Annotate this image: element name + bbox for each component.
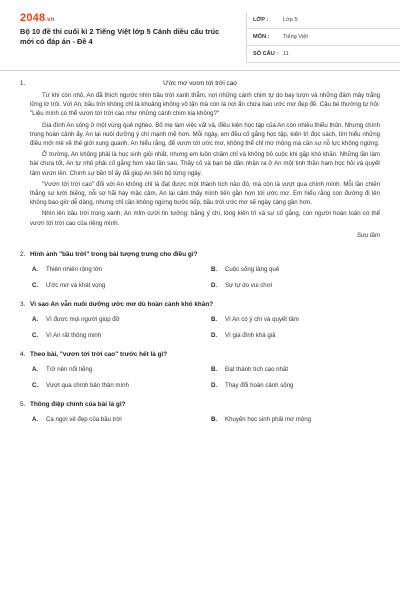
meta-value: 11 <box>283 51 289 57</box>
option-letter: B. <box>211 265 218 273</box>
page-header <box>20 0 380 66</box>
answer-options <box>20 416 380 423</box>
option-letter: B. <box>211 365 218 373</box>
option-text: Trở nên nổi tiếng <box>46 365 93 373</box>
question-5 <box>20 401 380 423</box>
answer-option[interactable] <box>32 266 201 273</box>
option-text: Vượt qua chính bản thân mình <box>46 381 129 389</box>
question-text: Theo bài, "vươn tới trời cao" trước hết là gì? <box>30 350 168 358</box>
meta-row-subject <box>247 29 400 46</box>
meta-key: SỐ CÂU : <box>253 51 279 57</box>
passage-paragraph: Nhìn lên bầu trời trong xanh, An mỉm cười tin tưởng: bằng ý chí, lòng kiên trì và sự cố gắng, con người hoàn toàn có thể vươn tới trời cao của riêng mình. <box>30 210 380 227</box>
option-text: Ca ngợi vẻ đẹp của bầu trời <box>46 415 122 423</box>
answer-option[interactable] <box>211 366 380 373</box>
answer-options <box>20 366 380 389</box>
question-4 <box>20 351 380 389</box>
option-letter: A. <box>32 265 39 273</box>
option-text: Thay đổi hoàn cảnh sống <box>225 381 294 389</box>
option-letter: B. <box>211 315 218 323</box>
option-text: Thiên nhiên rộng lớn <box>46 265 103 273</box>
answer-option[interactable] <box>211 416 380 423</box>
option-letter: A. <box>32 415 39 423</box>
answer-option[interactable] <box>32 366 201 373</box>
option-text: Vì An rất thông minh <box>46 331 102 339</box>
passage-source: Sưu tầm <box>356 231 380 239</box>
meta-value: Tiếng Việt <box>283 34 308 40</box>
question-number: 3. <box>20 300 26 308</box>
option-text: Vì An có ý chí và quyết tâm <box>225 315 299 323</box>
option-letter: D. <box>211 281 218 289</box>
option-letter: C. <box>32 281 39 289</box>
option-text: Cuộc sống làng quê <box>225 265 280 273</box>
option-letter: C. <box>32 381 39 389</box>
answer-option[interactable] <box>211 382 380 389</box>
passage-title: Ước mơ vươn tới trời cao <box>163 80 237 87</box>
answer-options <box>20 316 380 339</box>
passage-paragraph: Từ khi còn nhỏ, An đã thích ngước nhìn bầu trời xanh thẳm, nơi những cánh chim tự do bay lượn và những đám mây trắng lững lờ trôi. Với An, bầu trời không chỉ là khoảng không vô tận mà còn là nơi ẩn chứa bao ước mơ đẹp đẽ. Cậu bé thường tự hỏi: "Liệu mình có thể vươn tới trời cao như những cánh chim kia không?" <box>30 92 380 118</box>
option-letter: D. <box>211 381 218 389</box>
reading-passage <box>20 91 380 239</box>
passage-paragraph: Ở trường, An không phải là học sinh giỏi nhất, nhưng em luôn chăm chỉ và không bỏ cuộc khi gặp khó khăn. Những lần làm bài chưa tốt, An tự nhủ phải cố gắng hơn vào lần sau. Thầy cô và bạn bè dần nhận ra ở An một tinh thần ham học hỏi và quyết tâm vươn lên. Chính sự bền bỉ ấy đã giúp An tiến bộ từng ngày. <box>30 151 380 177</box>
option-letter: B. <box>211 415 218 423</box>
answer-option[interactable] <box>211 332 380 339</box>
header-divider <box>0 70 400 71</box>
question-number: 1. <box>20 80 26 87</box>
passage-paragraph: "Vươn tới trời cao" đối với An không chỉ là đạt được một thành tích nào đó, mà còn là vượt qua chính mình. Mỗi lần chiến thắng sự lười biếng, nỗi sợ hãi hay mặc cảm, An lại cảm thấy mình tiến gần hơn tới ước mơ. Em hiểu rằng con đường đi lên không bao giờ dễ dàng, nhưng chỉ cần không ngừng bước tiếp, bầu trời ước mơ sẽ ngày càng gần hơn. <box>30 180 380 207</box>
passage-paragraph: Gia đình An sống ở một vùng quê nghèo. Bố mẹ làm việc vất vả, điều kiện học tập của An còn nhiều thiếu thốn. Nhưng chính trong hoàn cảnh ấy, An lại nuôi dưỡng ý chí mạnh mẽ hơn. Mỗi ngày, em đều cố gắng học tập, kiên trì đọc sách, tìm hiểu những điều mới mẻ về thế giới xung quanh. An hiểu rằng, để vươn tới ước mơ, không thể chỉ mơ mộng mà cần sự nỗ lực không ngừng. <box>30 121 380 148</box>
question-number: 4. <box>20 350 26 358</box>
question-number: 2. <box>20 250 26 258</box>
question-number: 5. <box>20 400 26 408</box>
option-letter: D. <box>211 331 218 339</box>
option-letter: A. <box>32 365 39 373</box>
meta-key: MÔN : <box>253 34 270 40</box>
option-text: Đạt thành tích cao nhất <box>225 365 289 373</box>
meta-value: Lớp 5 <box>283 17 298 23</box>
page-bottom-fade <box>0 586 400 600</box>
answer-option[interactable] <box>211 282 380 289</box>
option-text: Vì gia đình khá giả <box>225 331 276 339</box>
meta-row-question-count <box>247 46 400 63</box>
option-text: Vì được mọi người giúp đỡ <box>46 315 120 323</box>
answer-option[interactable] <box>32 282 201 289</box>
answer-options <box>20 266 380 289</box>
answer-option[interactable] <box>32 416 201 423</box>
meta-row-class <box>247 12 400 29</box>
option-letter: A. <box>32 315 39 323</box>
question-3 <box>20 301 380 339</box>
question-2 <box>20 251 380 289</box>
document-title: Bộ 10 đề thi cuối kì 2 Tiếng Việt lớp 5 Cánh diều cấu trúc mới có đáp án - Đề 4 <box>20 27 220 46</box>
site-logo[interactable]: 2048.vn <box>20 12 55 24</box>
question-text: Hình ảnh "bầu trời" trong bài tượng trưng cho điều gì? <box>30 250 198 258</box>
option-text: Sự tự do vui chơi <box>225 281 273 289</box>
answer-option[interactable] <box>32 332 201 339</box>
question-1-passage <box>20 80 380 239</box>
answer-option[interactable] <box>32 382 201 389</box>
question-text: Vì sao An vẫn nuôi dưỡng ước mơ dù hoàn cảnh khó khăn? <box>30 300 214 308</box>
meta-key: LỚP : <box>253 17 269 23</box>
option-text: Khuyến học sinh phải mơ mộng <box>225 415 311 423</box>
answer-option[interactable] <box>32 316 201 323</box>
document-meta-table <box>246 12 400 63</box>
option-letter: C. <box>32 331 39 339</box>
answer-option[interactable] <box>211 266 380 273</box>
answer-option[interactable] <box>211 316 380 323</box>
question-text: Thông điệp chính của bài là gì? <box>30 400 126 408</box>
exam-content <box>20 80 380 423</box>
option-text: Ước mơ và khát vọng <box>46 281 106 289</box>
